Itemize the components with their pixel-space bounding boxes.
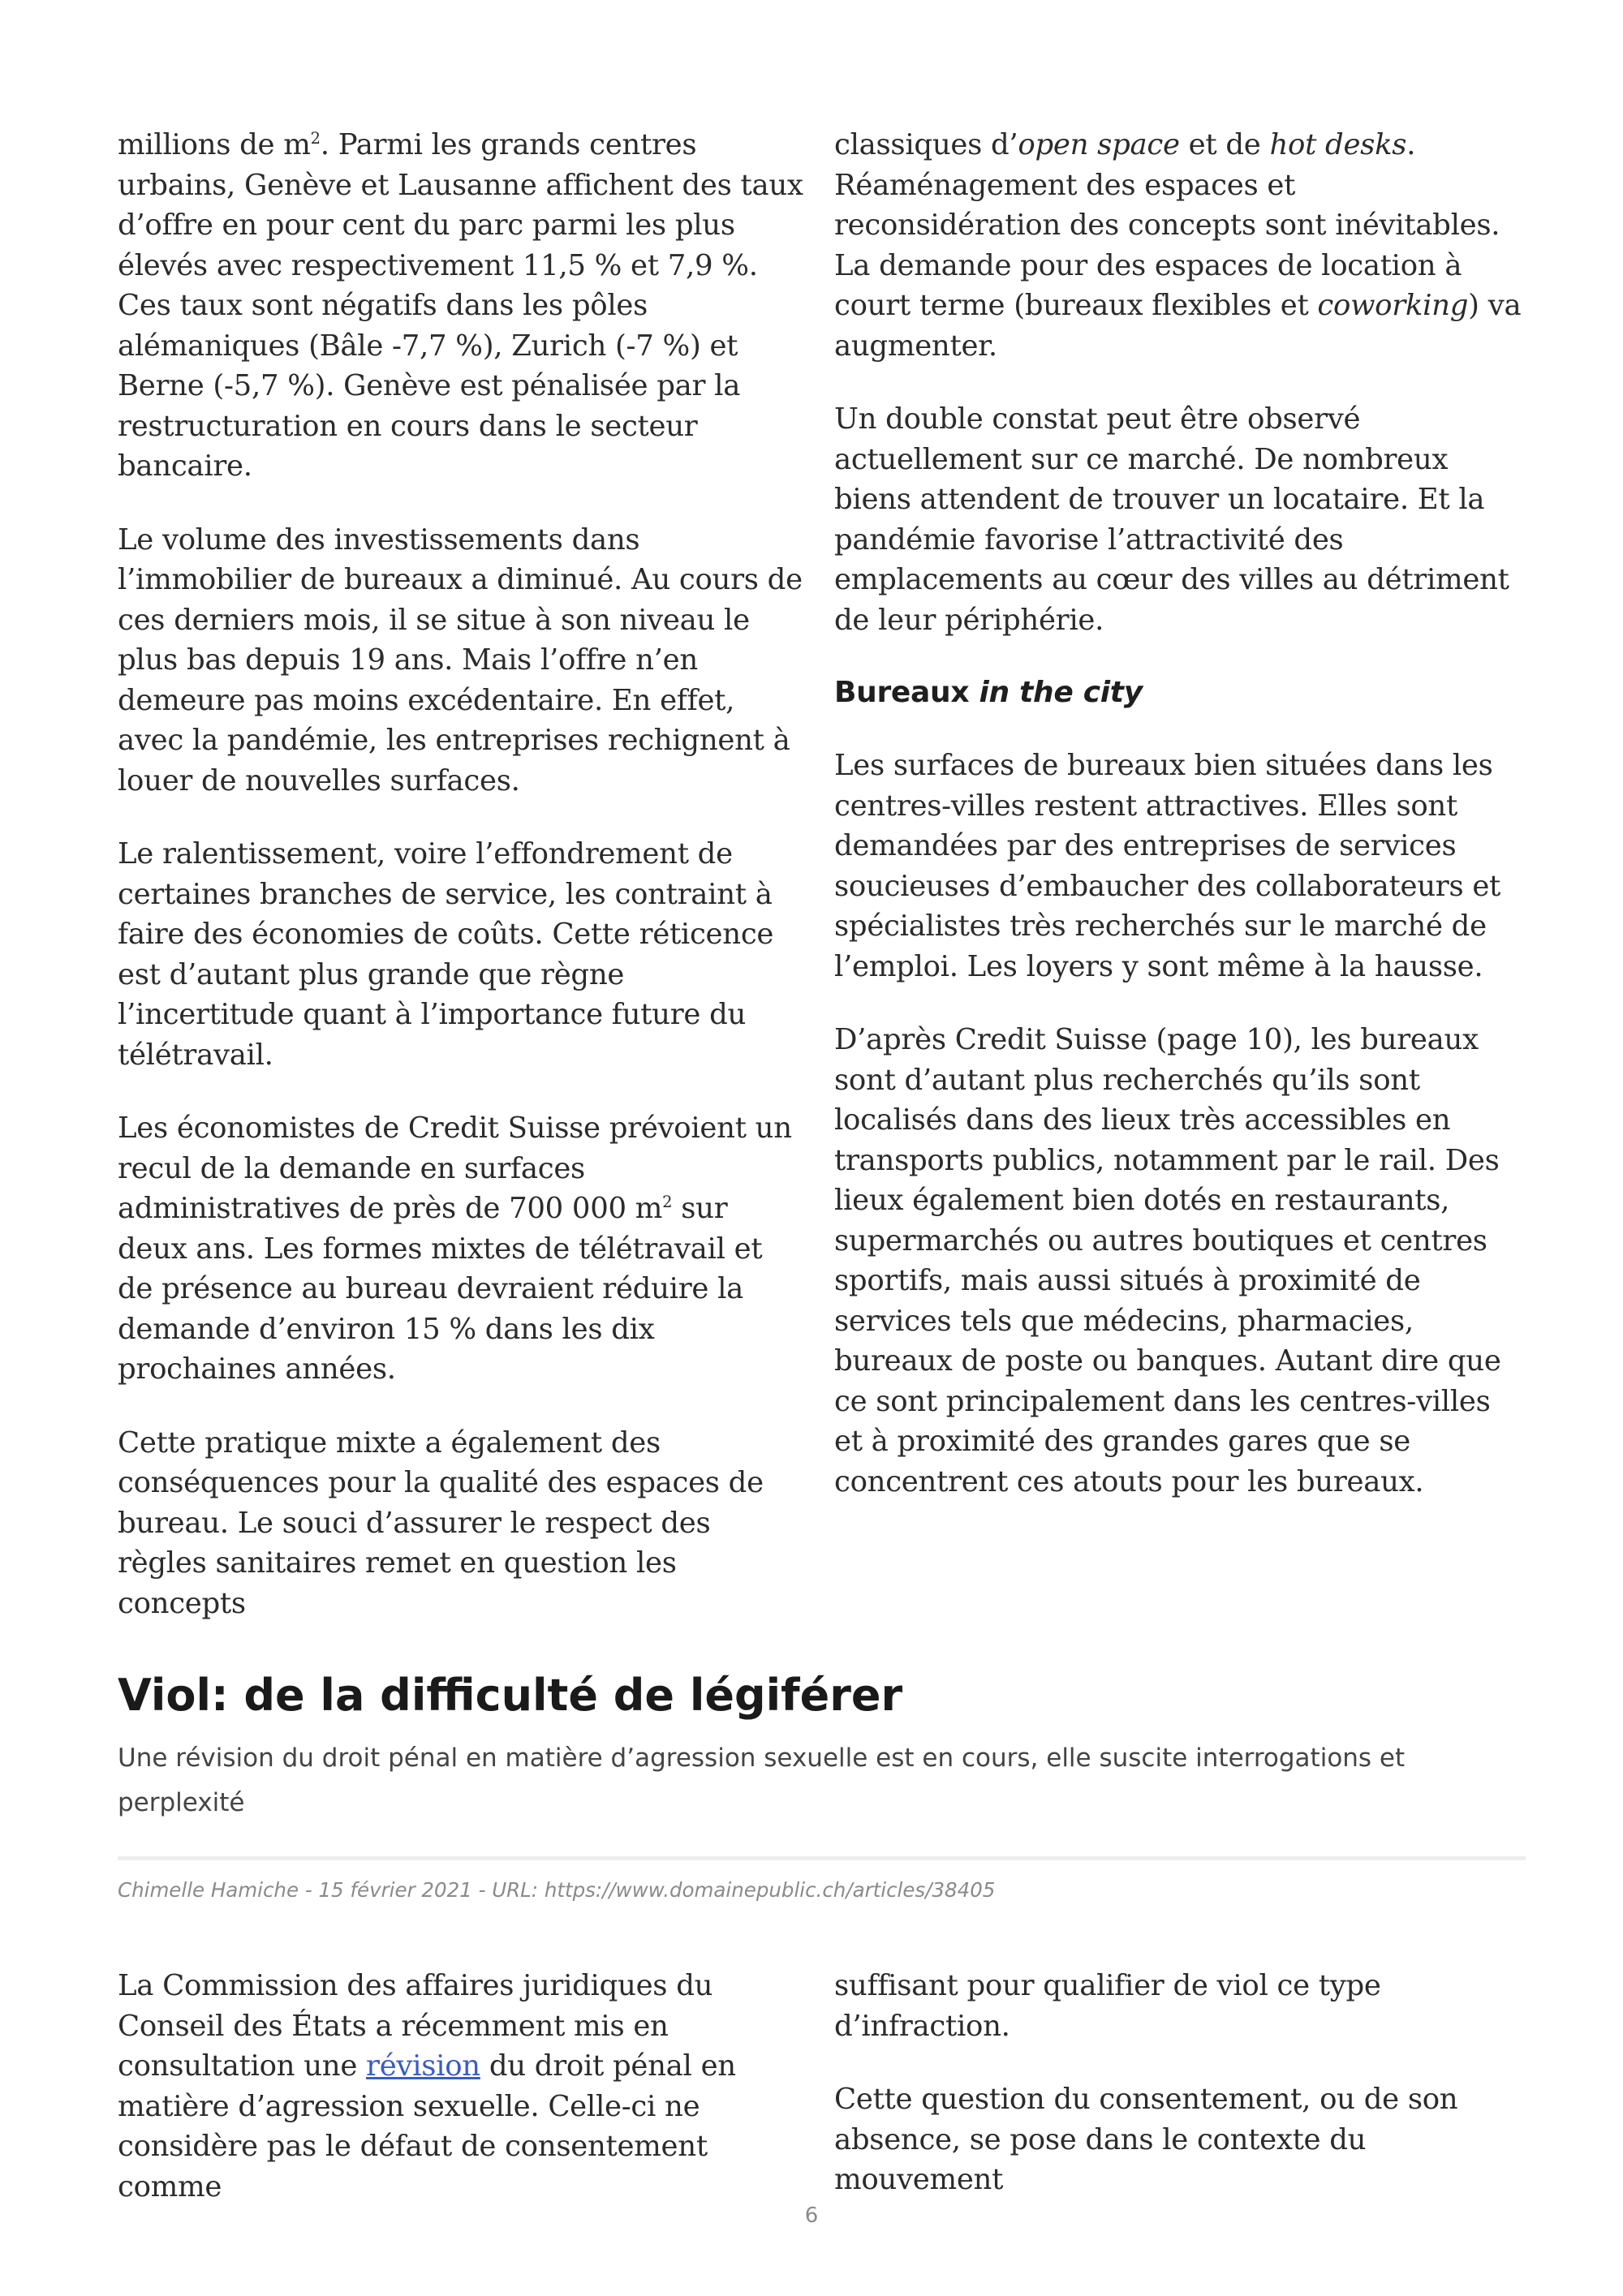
- page-number: 6: [804, 2204, 819, 2228]
- paragraph: Le ralentissement, voire l’effondrement de certaines branches de service, les contraint à faire des économies de coûts. Cette réticence est d’autant plus grande que règne l’incertitude quant à l’importance future du télétravail.: [118, 837, 774, 1072]
- article-lead: Une révision du droit pénal en matière d’agression sexuelle est en cours, elle suscite interrogations et perplexité: [118, 1743, 1406, 1817]
- superscript: 2: [310, 129, 321, 148]
- column-right-continued: [834, 125, 1524, 1535]
- paragraph: Un double constat peut être observé actuellement sur ce marché. De nombreux biens attendent de trouver un locataire. Et la pandémie favorise l’attractivité des emplacements au cœur des villes au détriment de leur périphérie.: [834, 402, 1509, 637]
- column-left-article: [118, 1966, 803, 2240]
- article-title: Viol: de la difficulté de légiférer: [118, 1670, 903, 1721]
- column-right-article: [834, 1966, 1524, 2234]
- section-subheading: Bureaux in the city: [834, 676, 1143, 709]
- paragraph: classiques d’open space et de hot desks. Réaménagement des espaces et reconsidération des concepts sont inévitables. La demande pour des espaces de location à court terme (bureaux flexibles et coworking) va augmenter.: [834, 128, 1522, 363]
- paragraph: suffisant pour qualifier de viol ce type d’infraction.: [834, 1969, 1381, 2043]
- divider: [118, 1856, 1526, 1860]
- superscript: 2: [662, 1193, 673, 1212]
- paragraph: millions de $m^2$. Parmi les grands centres urbains, Genève et Lausanne affichent des taux d’offre en pour cent du parc parmi les plus élevés avec respectivement 11,5 % et 7,9 %. Ces taux sont négatifs dans les pôles alémaniques (Bâle -7,7 %), Zurich (-7 %) et Berne (-5,7 %). Genève est pénalisée par la restructuration en cours dans le secteur bancaire.: [118, 128, 803, 483]
- column-left-continued: [118, 125, 803, 1657]
- paragraph: Les surfaces de bureaux bien situées dans les centres-villes restent attractives. Elles sont demandées par des entreprises de services soucieuses d’embaucher des collaborateurs et spécialistes très recherchés sur le marché de l’emploi. Les loyers y sont même à la hausse.: [834, 749, 1501, 983]
- paragraph: La Commission des affaires juridiques du Conseil des États a récemment mis en consultation une révision du droit pénal en matière d’agression sexuelle. Celle-ci ne considère pas le défaut de consentement comme: [118, 1969, 736, 2204]
- paragraph: Cette question du consentement, ou de son absence, se pose dans le contexte du mouvement: [834, 2083, 1458, 2196]
- revision-link[interactable]: révision: [366, 2049, 480, 2083]
- paragraph: Les économistes de Credit Suisse prévoient un recul de la demande en surfaces administratives de près de 700 000 $m^2$ sur deux ans. Les formes mixtes de télétravail et de présence au bureau devraient réduire la demande d’environ 15 % dans les dix prochaines années.: [118, 1111, 792, 1386]
- paragraph: Le volume des investissements dans l’immobilier de bureaux a diminué. Au cours de ces derniers mois, il se situe à son niveau le plus bas depuis 19 ans. Mais l’offre n’en demeure pas moins excédentaire. En effet, avec la pandémie, les entreprises rechignent à louer de nouvelles surfaces.: [118, 522, 803, 798]
- article-byline: Chimelle Hamiche - 15 février 2021 - URL: https://www.domainepublic.ch/articles/38405: [118, 1878, 996, 1902]
- paragraph: Cette pratique mixte a également des conséquences pour la qualité des espaces de bureau. Le souci d’assurer le respect des règles sanitaires remet en question les concepts: [118, 1425, 764, 1620]
- paragraph: D’après Credit Suisse (page 10), les bureaux sont d’autant plus recherchés qu’ils sont localisés dans des lieux très accessibles en transports publics, notamment par le rail. Des lieux également bien dotés en restaurants, supermarchés ou autres boutiques et centres sportifs, mais aussi situés à proximité de services tels que médecins, pharmacies, bureaux de poste ou banques. Autant dire que ce sont principalement dans les centres-villes et à proximité des grandes gares que se concentrent ces atouts pour les bureaux.: [834, 1023, 1501, 1498]
